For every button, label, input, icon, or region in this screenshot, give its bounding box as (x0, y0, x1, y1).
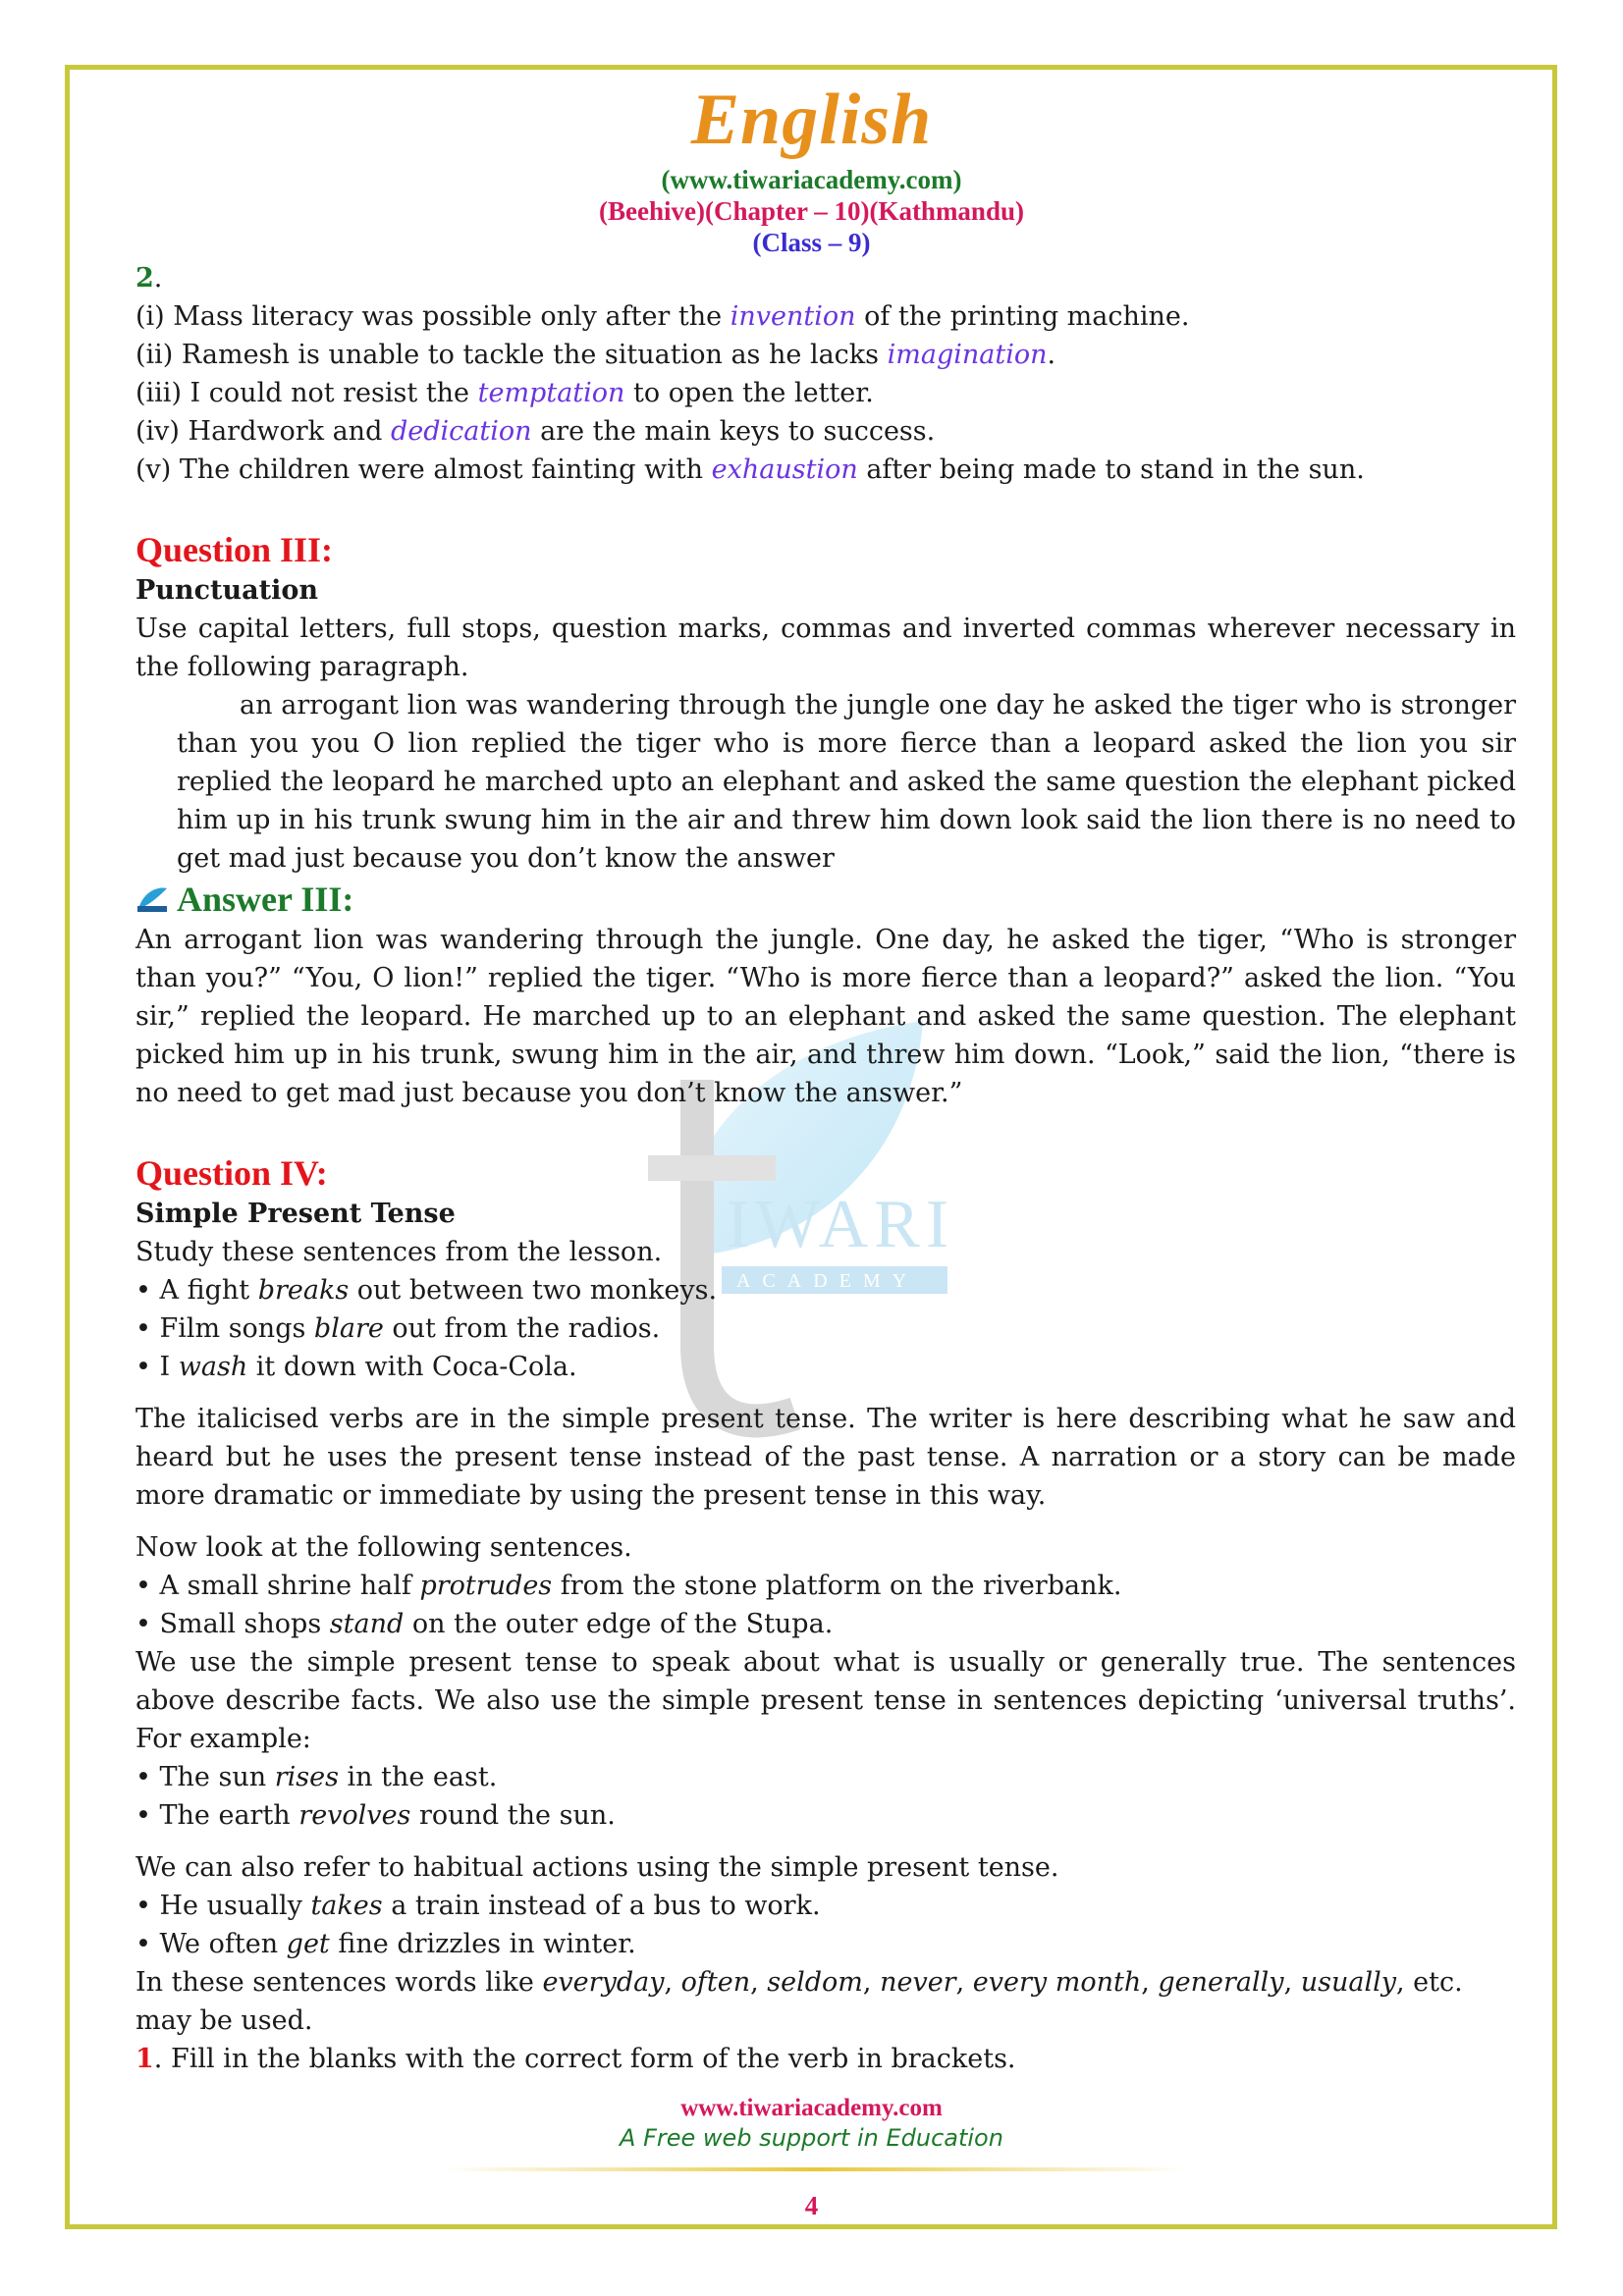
answer-word: invention (730, 301, 856, 332)
example-verb: stand (329, 1609, 405, 1639)
question-3-paragraph-block (135, 686, 1516, 878)
question-4-explanation: The italicised verbs are in the simple present tense. The writer is here describing what he saw and heard but he uses the present tense instead of the past tense. A narration or a story can be made more dramatic or immediate by using the present tense in this way. (135, 1404, 1516, 1511)
examples-list-3 (135, 1758, 1516, 1835)
example-line: • We often get fine drizzles in winter. (135, 1929, 636, 1959)
question-4-explanation-2: We use the simple present tense to speak about what is usually or generally true. The sentences above describe facts. We also use the simple present tense in sentences depicting ‘universal truths’. For example: (135, 1647, 1516, 1754)
example-verb: revolves (298, 1800, 411, 1831)
example-line: • Small shops stand on the outer edge of the Stupa. (135, 1609, 834, 1639)
example-verb: wash (178, 1352, 248, 1382)
footer-tagline: A Free web support in Education (620, 2124, 1003, 2152)
answer-word: temptation (477, 378, 625, 408)
example-line: • A small shrine half protrudes from the stone platform on the riverbank. (135, 1571, 1122, 1601)
adverb-word: seldom (767, 1967, 863, 1998)
example-verb: get (286, 1929, 330, 1959)
examples-list-4 (135, 1887, 1516, 1963)
pen-icon (135, 884, 169, 914)
example-line: • The earth revolves round the sun. (135, 1800, 616, 1831)
adverb-word: usually (1300, 1967, 1396, 1998)
example-line: • A fight breaks out between two monkeys. (135, 1275, 718, 1306)
adverb-word: generally (1158, 1967, 1284, 1998)
question-4-heading: Question IV: (135, 1153, 328, 1193)
watermark-sub: ACADEMY (736, 1270, 919, 1292)
header-class: (Class – 9) (752, 228, 871, 257)
answer-3-text: An arrogant lion was wandering through the jungle. One day, he asked the tiger, “Who is stronger than you?” “You, O lion!” replied the tiger. “Who is more fierce than a leopard?” asked the lion. “You sir,” replied the leopard. He marched up to an elephant and asked the same question. The elephant picked him up in his trunk, swung him in the air, and threw him down. “Look,” said the lion, “there is no need to get mad just because you don’t know the answer.” (135, 925, 1516, 1108)
question-4-intro-3: We can also refer to habitual actions using the simple present tense. (135, 1852, 1059, 1883)
answer-line: (i) Mass literacy was possible only after the invention of the printing machine. (135, 301, 1190, 332)
header-site: (www.tiwariacademy.com) (661, 165, 962, 194)
section-2-number: 2. (135, 263, 163, 294)
answer-line: (ii) Ramesh is unable to tackle the situation as he lacks imagination. (135, 340, 1056, 370)
question-4-subheading: Simple Present Tense (135, 1199, 456, 1229)
adverb-word: every month (972, 1967, 1142, 1998)
question-4-intro-2: Now look at the following sentences. (135, 1532, 632, 1563)
header-chapter: (Beehive)(Chapter – 10)(Kathmandu) (599, 196, 1024, 226)
adverbs-line: In these sentences words like everyday, often, seldom, never, every month, generally, usually, etc. may be used. (135, 1967, 1463, 2036)
page-number: 4 (804, 2191, 819, 2220)
footer-site: www.tiwariacademy.com (680, 2095, 943, 2121)
question-3-instruction: Use capital letters, full stops, question marks, commas and inverted commas wherever necessary in the following paragraph. (135, 614, 1516, 682)
example-verb: protrudes (419, 1571, 553, 1601)
section-2-list (135, 297, 1516, 489)
adverb-word: often (680, 1967, 751, 1998)
example-line: • Film songs blare out from the radios. (135, 1313, 661, 1344)
answer-word: imagination (887, 340, 1048, 370)
question-3-subheading: Punctuation (135, 575, 318, 606)
answer-word: dedication (390, 416, 532, 447)
example-line: • I wash it down with Coca-Cola. (135, 1352, 577, 1382)
adverb-word: never (880, 1967, 956, 1998)
examples-list-1 (135, 1271, 1516, 1386)
watermark-word: IWARI (727, 1187, 955, 1262)
example-verb: breaks (257, 1275, 350, 1306)
examples-list-2 (135, 1567, 1516, 1643)
page-content (135, 259, 1516, 2078)
answer-line: (iii) I could not resist the temptation to open the letter. (135, 378, 874, 408)
example-line: • The sun rises in the east. (135, 1762, 498, 1792)
question-3-paragraph: an arrogant lion was wandering through the jungle one day he asked the tiger who is stronger than you you O lion replied the tiger who is more fierce than a leopard asked the lion you sir replied the leopard he marched upto an elephant and asked the same question the elephant picked him up in his trunk swung him in the air and threw him down look said the lion there is no need to get mad just because you don’t know the answer (177, 690, 1516, 874)
example-verb: blare (313, 1313, 384, 1344)
adverb-word: everyday (542, 1967, 665, 1998)
answer-line: (v) The children were almost fainting with exhaustion after being made to stand in the sun. (135, 454, 1365, 485)
answer-line: (iv) Hardwork and dedication are the main keys to success. (135, 416, 936, 447)
answer-3-heading-row (135, 878, 1516, 921)
task-line: 1. Fill in the blanks with the correct form of the verb in brackets. (135, 2044, 1016, 2074)
example-verb: rises (274, 1762, 339, 1792)
question-3-heading: Question III: (135, 530, 334, 569)
page-title: English (690, 80, 933, 160)
example-verb: takes (310, 1891, 383, 1921)
answer-3-heading: Answer III: (177, 880, 354, 919)
example-line: • He usually takes a train instead of a bus to work. (135, 1891, 821, 1921)
answer-word: exhaustion (711, 454, 858, 485)
footer-divider (442, 2167, 1188, 2171)
question-4-intro: Study these sentences from the lesson. (135, 1237, 663, 1267)
